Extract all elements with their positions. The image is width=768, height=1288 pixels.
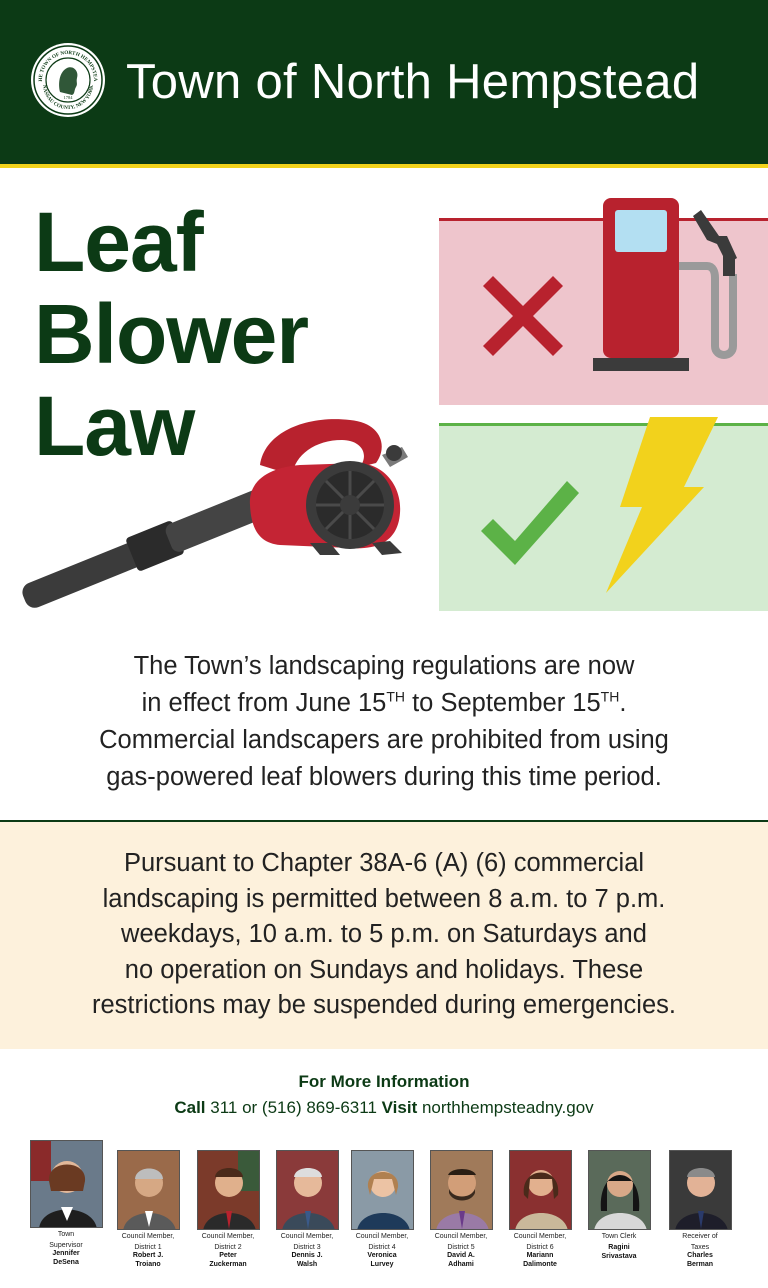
rules-line-2: landscaping is permitted between 8 a.m. to 7 p.m. — [102, 884, 666, 913]
official-photo — [117, 1150, 180, 1230]
leaf-blower-illustration — [10, 405, 410, 620]
intro-line-4: gas-powered leaf blowers during this time period. — [106, 763, 662, 791]
rules-line-5: restrictions may be suspended during emergencies. — [92, 991, 676, 1019]
intro-line-1: The Town’s landscaping regulations are now — [133, 652, 635, 680]
official-card: Council Member, District 1 Robert J. Troiano — [108, 1150, 188, 1269]
official-photo — [276, 1150, 339, 1230]
checkmark-icon — [481, 481, 581, 566]
x-mark-icon — [483, 276, 563, 356]
official-photo — [351, 1150, 414, 1230]
official-photo — [197, 1150, 260, 1230]
town-seal-logo — [30, 42, 106, 118]
gas-pump-icon — [589, 196, 749, 391]
official-card: Town Clerk Ragini Srivastava — [579, 1150, 659, 1261]
official-card: Council Member, District 3 Dennis J. Walsh — [267, 1150, 347, 1269]
official-photo — [430, 1150, 493, 1230]
intro-line-2: in effect from June 15TH to September 15TH. — [141, 688, 627, 717]
official-card: Council Member, District 2 Peter Zuckerman — [188, 1150, 268, 1269]
website-link[interactable]: northhempsteadny.gov — [417, 1098, 594, 1117]
official-photo — [669, 1150, 732, 1230]
svg-text:NASSAU COUNTY, NEW YORK: NASSAU COUNTY, NEW YORK — [40, 84, 96, 112]
title-line-3: Law — [34, 379, 195, 473]
rules-line-4: no operation on Sundays and holidays. These — [124, 955, 644, 984]
rules-paragraph — [0, 846, 768, 1024]
electric-allowed-panel — [439, 423, 768, 611]
intro-line-3: Commercial landscapers are prohibited from using — [99, 726, 669, 754]
header-banner — [0, 0, 768, 168]
visit-label: Visit — [381, 1098, 418, 1117]
official-card: Town Supervisor Jennifer DeSena — [26, 1140, 106, 1267]
official-card: Council Member, District 5 David A. Adhami — [421, 1150, 501, 1269]
official-photo — [588, 1150, 651, 1230]
phone-number[interactable]: 311 or (516) 869-6311 — [205, 1098, 382, 1117]
town-name: Town of North Hempstead — [126, 55, 700, 109]
contact-line — [0, 1098, 768, 1118]
call-label: Call — [174, 1098, 206, 1117]
official-card: Receiver of Taxes Charles Berman — [660, 1150, 740, 1269]
title-line-2: Blower — [34, 287, 309, 381]
more-info-title: For More Information — [298, 1072, 470, 1091]
title-line-1: Leaf — [34, 195, 203, 289]
svg-text:THE TOWN OF NORTH HEMPSTEAD: HE TOWN OF NORTH HEMPSTEA — [37, 49, 99, 82]
gas-prohibited-panel — [439, 218, 768, 405]
intro-paragraph — [0, 648, 768, 796]
official-card: Council Member, District 6 Mariann Dalimonte — [500, 1150, 580, 1269]
official-card: Council Member, District 4 Veronica Lurvey — [342, 1150, 422, 1269]
rules-line-3: weekdays, 10 a.m. to 5 p.m. on Saturdays and — [121, 920, 647, 948]
official-photo — [30, 1140, 103, 1228]
lightning-bolt-icon — [604, 411, 724, 596]
svg-text:1784: 1784 — [63, 95, 73, 100]
official-photo — [509, 1150, 572, 1230]
rules-line-1: Pursuant to Chapter 38A-6 (A) (6) commercial — [123, 849, 645, 877]
